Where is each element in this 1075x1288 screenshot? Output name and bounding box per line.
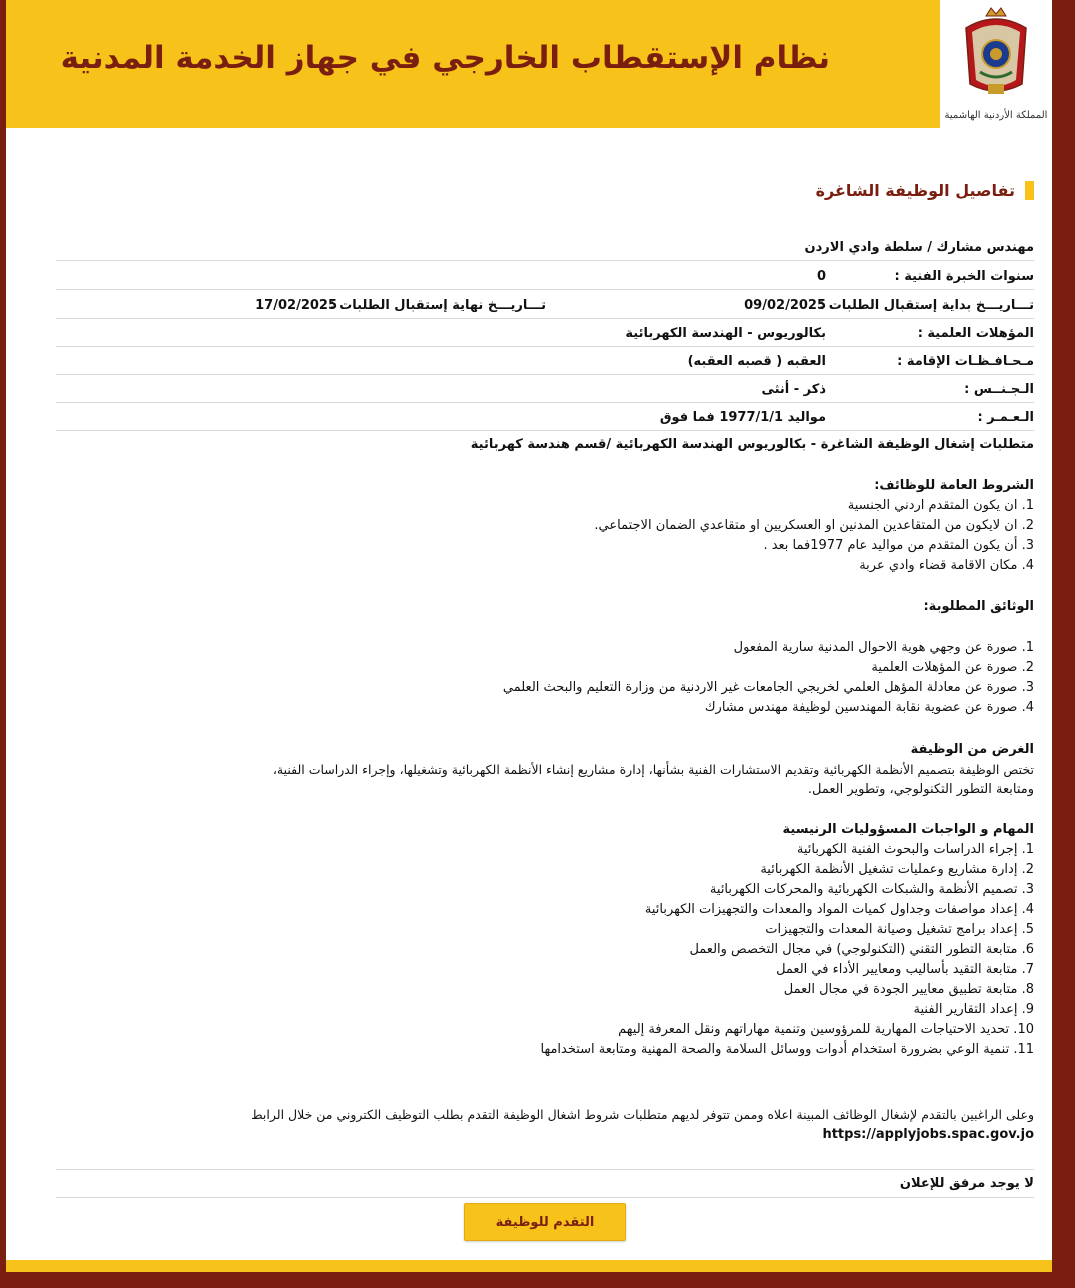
gender-row xyxy=(56,374,1034,403)
list-item: 3. صورة عن معادلة المؤهل العلمي لخريجي الجامعات غير الاردنية من وزارة التعليم والبحث العلمي xyxy=(502,680,1034,695)
duties-heading: المهام و الواجبات المسؤوليات الرنيسية xyxy=(782,822,1034,837)
age-row xyxy=(56,402,1034,431)
residence-value: العقبه ( قصبه العقبه) xyxy=(687,354,826,369)
list-item: 5. إعداد برامج تشغيل وصيانة المعدات والتجهيزات xyxy=(765,922,1034,937)
list-item: 7. متابعة التقيد بأساليب ومعايير الأداء في العمل xyxy=(776,962,1034,977)
list-item: 1. ان يكون المتقدم اردني الجنسية xyxy=(847,498,1034,513)
qualification-row xyxy=(56,318,1034,347)
age-label: الـعـمـر : xyxy=(977,410,1034,425)
gender-value: ذكر - أنثى xyxy=(761,382,826,397)
list-item: 6. متابعة التطور التقني (التكنولوجي) في مجال التخصص والعمل xyxy=(689,942,1034,957)
list-item: 1. صورة عن وجهي هوية الاحوال المدنية سارية المفعول xyxy=(733,640,1034,655)
list-item: 3. تصميم الأنظمة والشبكات الكهربائية والمحركات الكهربائية xyxy=(709,882,1034,897)
list-item: 1. إجراء الدراسات والبحوث الفنية الكهربائية xyxy=(796,842,1034,857)
gender-label: الـجـنــس : xyxy=(964,382,1034,397)
duties xyxy=(56,820,1034,1060)
list-item: 2. ان لايكون من المتقاعدين المدنين او العسكريين او متقاعدي الضمان الاجتماعي. xyxy=(594,518,1034,533)
end-date-value: 17/02/2025 xyxy=(255,298,337,313)
requirements-block xyxy=(56,435,1034,455)
start-date-value: 09/02/2025 xyxy=(744,298,826,313)
page-container xyxy=(6,0,1052,1272)
site-header xyxy=(6,0,1052,128)
site-title: نظام الإستقطاب الخارجي في جهاز الخدمة المدنية xyxy=(60,40,830,76)
list-item: 9. إعداد التقارير الفنية xyxy=(913,1002,1034,1017)
list-item: 4. صورة عن عضوية نقابة المهندسين لوظيفة مهندس مشارك xyxy=(704,700,1034,715)
closing-block xyxy=(56,1105,1034,1145)
purpose-line: تختص الوظيفة بتصميم الأنظمة الكهربائية وتقديم الاستشارات الفنية بشأنها، إدارة مشاريع إنشاء الأنظمة الكهربائية وتشغيلها، وإجراء الدراسات الفنية، xyxy=(272,762,1034,777)
documents xyxy=(56,597,1034,617)
list-item: 2. صورة عن المؤهلات العلمية xyxy=(871,660,1034,675)
attachment-row xyxy=(56,1170,1034,1198)
job-title-row xyxy=(56,232,1034,261)
section-heading: تفاصيل الوظيفة الشاغرة xyxy=(816,181,1034,200)
job-title: مهندس مشارك / سلطة وادي الاردن xyxy=(804,240,1034,255)
closing-divider xyxy=(56,1140,1034,1170)
residence-label: مـحـافـظـات الإقامة : xyxy=(897,354,1034,369)
apply-link[interactable]: https://applyjobs.spac.gov.jo xyxy=(822,1127,1034,1142)
end-date-label: تـــاريـــخ نهاية إستقبال الطلبات : xyxy=(329,298,546,313)
list-item: 8. متابعة تطبيق معايير الجودة في مجال العمل xyxy=(783,982,1034,997)
jordan-coat-of-arms-icon xyxy=(958,6,1034,102)
logo-caption: المملكة الأردنية الهاشمية xyxy=(944,110,1048,121)
footer-band xyxy=(6,1260,1052,1272)
experience-row xyxy=(56,261,1034,290)
qualification-label: المؤهلات العلمية : xyxy=(917,326,1034,341)
list-item: 11. تنمية الوعي بضرورة استخدام أدوات ووسائل السلامة والصحة المهنية ومتابعة استخدامها xyxy=(540,1042,1034,1057)
purpose xyxy=(56,740,1034,800)
apply-button[interactable]: التقدم للوظيفة xyxy=(464,1203,626,1241)
experience-label: سنوات الخبرة الفنية : xyxy=(894,269,1034,284)
documents-heading: الوثائق المطلوبة: xyxy=(923,599,1034,614)
qualification-value: بكالوريوس - الهندسة الكهربائية xyxy=(625,326,826,341)
start-date-label: تـــاريـــخ بداية إستقبال الطلبات : xyxy=(818,298,1034,313)
closing-text: وعلى الراغبين بالتقدم لإشغال الوظائف المبينة اعلاه وممن تتوفر لديهم متطلبات شروط اشغال الوظيفة التقدم بطلب التوظيف الكتروني من خلال الرابط xyxy=(251,1107,1034,1122)
attachment-text: لا يوجد مرفق للإعلان xyxy=(899,1176,1034,1191)
requirements-text: متطلبات إشغال الوظيفة الشاغرة - بكالوريوس الهندسة الكهربائية /قسم هندسة كهربائية xyxy=(470,437,1034,452)
general-conditions-heading: الشروط العامة للوظائف: xyxy=(874,478,1034,493)
list-item: 10. تحديد الاحتياجات المهارية للمرؤوسين وتنمية مهاراتهم ونقل المعرفة إليهم xyxy=(618,1022,1034,1037)
logo-area xyxy=(940,0,1052,128)
residence-row xyxy=(56,346,1034,375)
general-conditions xyxy=(56,476,1034,576)
list-item: 4. مكان الاقامة قضاء وادي عربة xyxy=(859,558,1034,573)
documents-list xyxy=(56,638,1034,718)
list-item: 3. أن يكون المتقدم من مواليد عام 1977فما بعد . xyxy=(763,538,1034,553)
age-value: مواليد 1977/1/1 فما فوق xyxy=(659,410,826,425)
dates-row xyxy=(56,290,1034,319)
list-item: 2. إدارة مشاريع وعمليات تشغيل الأنظمة الكهربائية xyxy=(760,862,1034,877)
purpose-heading: الغرض من الوظيفة xyxy=(910,742,1034,757)
purpose-line: ومتابعة التطور التكنولوجي، وتطوير العمل. xyxy=(807,782,1034,797)
list-item: 4. إعداد مواصفات وجداول كميات المواد والمعدات والتجهيزات الكهربائية xyxy=(644,902,1034,917)
experience-value: 0 xyxy=(816,269,826,284)
